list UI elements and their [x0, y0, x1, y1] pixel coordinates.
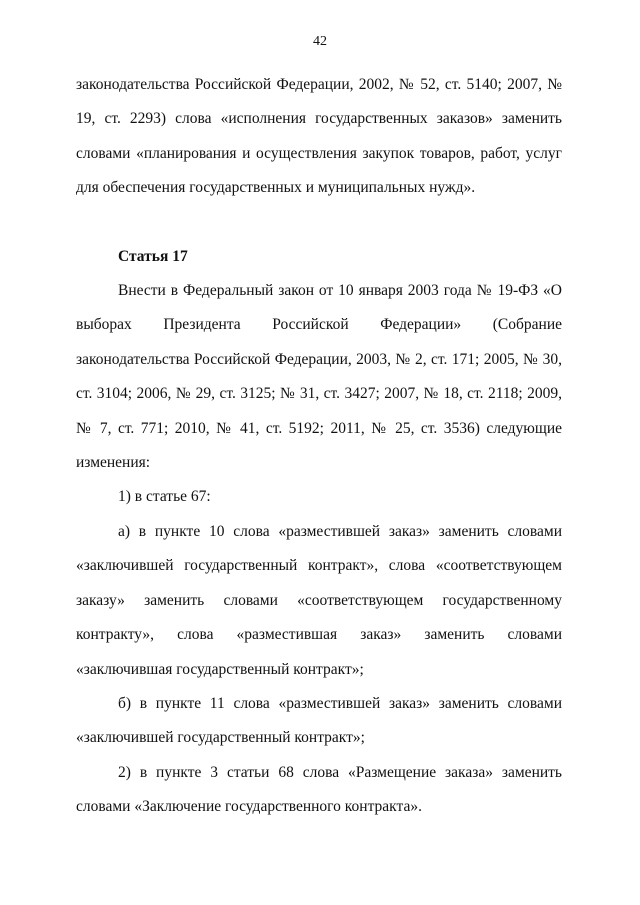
paragraph-continuation: законодательства Российской Федерации, 2002, № 52, ст. 5140; 2007, № 19, ст. 2293) слова «исполнения государственных заказов» заменить словами «планирования и осуществления закупок товаров, работ, услуг для обеспечения государственных и муниципальных нужд». [76, 76, 562, 197]
document-body [76, 68, 562, 825]
paragraph-item-1: 1) в статье 67: [118, 488, 211, 506]
paragraph-amendment-intro: Внести в Федеральный закон от 10 января 2003 года № 19-ФЗ «О выборах Президента Российской Федерации» (Собрание законодательства Российской Федерации, 2003, № 2, ст. 171; 2005, № 30, ст. 3104; 2006, № 29, ст. 3125; № 31, ст. 3427; 2007, № 18, ст. 2118; 2009, № 7, ст. 771; 2010, № 41, ст. 5192; 2011, № 25, ст. 3536) следующие изменения: [76, 282, 562, 472]
article-heading: Статья 17 [118, 247, 188, 265]
paragraph-subitem-b: б) в пункте 11 слова «разместившей заказ» заменить словами «заключившей государственный контракт»; [76, 694, 562, 747]
paragraph-item-2: 2) в пункте 3 статьи 68 слова «Размещение заказа» заменить словами «Заключение государственного контракта». [76, 763, 562, 816]
page-number: 42 [313, 34, 327, 49]
paragraph-subitem-a: а) в пункте 10 слова «разместившей заказ» заменить словами «заключившей государственный контракт», слова «соответствующем заказу» заменить словами «соответствующем государственному контракту», слова «разместившая заказ» заменить словами «заключившая государственный контракт»; [76, 522, 562, 678]
